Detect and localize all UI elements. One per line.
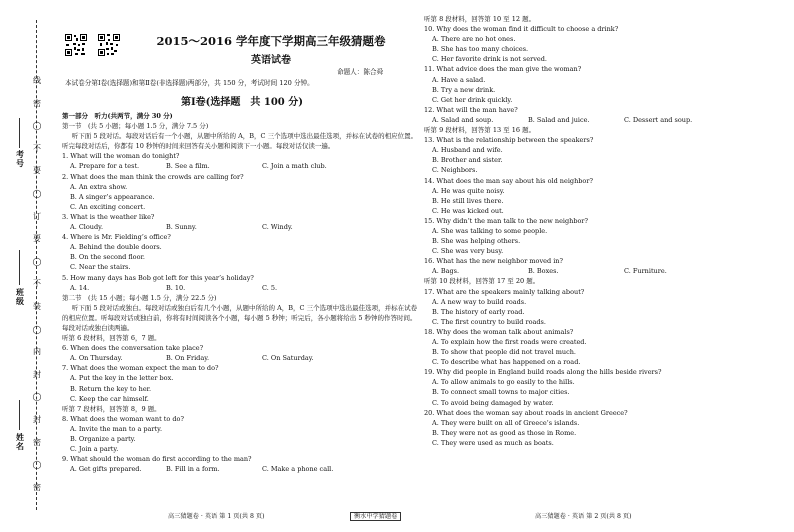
binding-char: 密: [33, 98, 41, 108]
footer-page-left: 高三猜题卷 · 英语 第 1 页(共 8 页): [168, 513, 265, 520]
answer-option: B. Boxes.: [528, 267, 559, 276]
part-title: 第Ⅰ卷(选择题 共 100 分): [181, 97, 303, 108]
answer-option: B. Fill in a form.: [166, 465, 220, 474]
answer-option: B. A singer’s appearance.: [70, 192, 155, 201]
binding-char: 不: [33, 279, 41, 289]
answer-option: C. Join a math club.: [262, 162, 327, 171]
binding-char: 密: [33, 482, 41, 492]
answer-option: B. Sunny.: [166, 223, 197, 232]
question-line: 5. How many days has Bob got left for this year’s holiday?: [62, 273, 254, 282]
instructions-paragraph: 听下面 5 段对话或独白。每段对话或独白后有几个小题，从题中所给的 A，B，C 三个选项中选出最佳选项，并标在试卷的相应位置。听每段对话或独白前，你将有时间阅读各个小题，每小题 5 秒钟；听完后，各小题将给出 5 秒钟的作答时间。每段对话或独白读两遍。: [62, 303, 418, 332]
binding-char: 封: [33, 369, 41, 379]
answer-option: B. To connect small towns to major cities.: [432, 388, 570, 397]
binding-char: 内: [33, 347, 41, 357]
footer-center-label: 衡水中学猜题卷: [350, 512, 401, 521]
exam-author: 命题人：陈合舜: [337, 68, 384, 76]
field-line: [19, 250, 20, 285]
exam-intro: 本试卷分第Ⅰ卷(选择题)和第Ⅱ卷(非选择题)两部分，共 150 分，考试时间 120 分钟。: [65, 79, 314, 87]
binding-margin-text: [30, 76, 44, 505]
answer-option: C. The first country to build roads.: [432, 317, 546, 326]
binding-circle-icon: ◯: [32, 324, 42, 334]
answer-option: B. She has too many choices.: [432, 45, 529, 54]
question-line: 听第 6 段材料，回答第 6，7 题。: [62, 334, 161, 343]
answer-option: A. Bags.: [432, 267, 460, 276]
answer-option: A. 14.: [70, 283, 90, 292]
answer-option: A. Behind the double doors.: [70, 243, 162, 252]
question-line: 16. What has the new neighbor moved in?: [424, 257, 563, 266]
binding-char: 要: [33, 166, 41, 176]
answer-option: C. To avoid being damaged by water.: [432, 398, 554, 407]
answer-option: C. Make a phone call.: [262, 465, 334, 474]
answer-option: C. 5.: [262, 283, 278, 292]
answer-option: B. Salad and juice.: [528, 115, 590, 124]
answer-option: C. Keep the car himself.: [70, 394, 149, 403]
binding-circle-icon: ◯: [32, 188, 42, 198]
option-row: [62, 222, 420, 232]
answer-option: B. See a film.: [166, 162, 210, 171]
field-line: [19, 400, 20, 430]
option-row: [62, 464, 420, 474]
answer-option: B. Organize a party.: [70, 435, 136, 443]
answer-option: A. Husband and wife.: [432, 146, 503, 155]
answer-option: C. Neighbors.: [432, 166, 478, 175]
answer-option: A. He was quite noisy.: [432, 186, 505, 195]
binding-char: 订: [33, 211, 41, 221]
question-line: 第一节 (共 5 小题；每小题 1.5 分，满分 7.5 分): [62, 122, 209, 131]
answer-option: C. Join a party.: [70, 445, 119, 454]
binding-char: 装: [33, 301, 41, 311]
left-column: [62, 111, 420, 474]
question-line: 听第 9 段材料，回答第 13 至 16 题。: [424, 126, 536, 135]
binding-circle-icon: ◯: [32, 121, 42, 131]
exam-subject: 英语试卷: [251, 55, 291, 66]
question-line: 9. What should the woman do first according to the man?: [62, 455, 252, 464]
binding-char: 封: [33, 414, 41, 424]
answer-option: A. To explain how the first roads were created.: [432, 338, 587, 346]
answer-option: C. Her favorite drink is not served.: [432, 55, 547, 64]
answer-option: B. They were not as good as those in Rome.: [432, 428, 577, 437]
answer-option: B. Brother and sister.: [432, 156, 503, 165]
answer-option: A. There are no hot ones.: [432, 35, 516, 44]
answer-option: A. Get gifts prepared.: [70, 465, 142, 474]
answer-option: A. To allow animals to go easily to the hills.: [432, 378, 575, 387]
field-line: [19, 118, 20, 148]
answer-option: C. He was kicked out.: [432, 206, 504, 215]
right-column: [424, 14, 786, 448]
answer-option: A. They were built on all of Greece’s islands.: [432, 418, 580, 427]
answer-option: C. To describe what has happened on a road.: [432, 358, 581, 367]
question-line: 13. What is the relationship between the speakers?: [424, 136, 594, 145]
answer-option: B. The history of early road.: [432, 307, 525, 316]
answer-option: A. Have a salad.: [432, 75, 486, 84]
option-row: [62, 161, 420, 171]
footer-page-right: 高三猜题卷 · 英语 第 2 页(共 8 页): [535, 513, 632, 520]
instructions-paragraph: 听下面 5 段对话。每段对话后有一个小题，从题中所给的 A，B，C 三个选项中选出最佳选项，并标在试卷的相应位置。听完每段对话后，你都有 10 秒钟的时间来回答有关小题和阅读下一小题。每段对话仅读一遍。: [62, 132, 418, 151]
question-line: 8. What does the woman want to do?: [62, 414, 184, 423]
answer-option: C. Near the stairs.: [70, 263, 131, 272]
question-line: 4. Where is Mr. Fielding’s office?: [62, 233, 171, 242]
field-label-name: 姓名: [16, 432, 24, 451]
answer-option: A. Put the key in the letter box.: [70, 374, 174, 383]
question-line: 3. What is the weather like?: [62, 212, 155, 221]
answer-option: C. They were used as much as boats.: [432, 438, 554, 447]
question-line: 19. Why did people in England build roads along the hills beside rivers?: [424, 368, 662, 377]
binding-circle-icon: ◯: [32, 460, 42, 470]
answer-option: C. Get her drink quickly.: [432, 95, 513, 104]
answer-option: A. On Thursday.: [70, 354, 123, 363]
question-line: 听第 8 段材料，回答第 10 至 12 题。: [424, 15, 536, 23]
answer-option: B. 10.: [166, 283, 186, 292]
binding-char: 密: [33, 437, 41, 447]
answer-option: A. She was talking to some people.: [432, 226, 548, 235]
question-line: 听第 10 段材料，回答第 17 至 20 题。: [424, 277, 540, 286]
question-line: 听第 7 段材料，回答第 8，9 题。: [62, 404, 161, 413]
binding-circle-icon: ◯: [32, 392, 42, 402]
question-line: 20. What does the woman say about roads in ancient Greece?: [424, 408, 628, 417]
question-line: 2. What does the man think the crowds are calling for?: [62, 172, 244, 181]
question-line: 第二节 (共 15 小题；每小题 1.5 分，满分 22.5 分): [62, 293, 217, 302]
question-line: 10. Why does the woman find it difficult to choose a drink?: [424, 25, 619, 34]
question-line: 11. What advice does the man give the woman?: [424, 65, 582, 74]
answer-option: C. On Saturday.: [262, 354, 314, 363]
answer-option: A. A new way to build roads.: [432, 297, 527, 306]
answer-option: A. Prepare for a test.: [70, 162, 140, 171]
field-label-exam-number: 考号: [16, 149, 24, 168]
binding-char: 不: [33, 143, 41, 153]
question-line: 17. What are the speakers mainly talking about?: [424, 287, 585, 296]
field-label-class: 班级: [16, 287, 24, 306]
answer-option: B. To show that people did not travel much.: [432, 348, 576, 357]
answer-option: C. An exciting concert.: [70, 202, 146, 211]
answer-option: A. An extra show.: [70, 182, 128, 191]
answer-option: B. He still lives there.: [432, 196, 504, 205]
answer-option: B. On Friday.: [166, 354, 210, 363]
question-line: 18. Why does the woman talk about animals?: [424, 327, 574, 336]
answer-option: B. Return the key to her.: [70, 384, 152, 393]
answer-option: A. Invite the man to a party.: [70, 424, 163, 433]
answer-option: A. Cloudy.: [70, 223, 104, 232]
binding-char: 线: [33, 76, 41, 85]
answer-option: B. She was helping others.: [432, 237, 521, 246]
question-line: 14. What does the man say about his old neighbor?: [424, 176, 593, 185]
question-line: 12. What will the man have?: [424, 105, 518, 114]
answer-option: C. Windy.: [262, 223, 293, 232]
footer-center: [350, 511, 401, 520]
answer-option: B. Try a new drink.: [432, 85, 496, 94]
answer-option: C. Dessert and soup.: [624, 115, 693, 124]
question-line: 1. What will the woman do tonight?: [62, 152, 180, 161]
qr-code-icon: [64, 33, 88, 57]
answer-option: B. On the second floor.: [70, 253, 145, 262]
qr-code-icon: [97, 33, 121, 57]
question-line: 7. What does the woman expect the man to do?: [62, 364, 219, 373]
exam-title: 2015～2016 学年度下学期高三年级猜题卷: [156, 34, 386, 48]
answer-option: A. Salad and soup.: [432, 115, 494, 124]
option-row: [62, 353, 420, 363]
binding-char: 要: [33, 234, 41, 244]
answer-option: C. She was very busy.: [432, 247, 504, 256]
option-row: [62, 283, 420, 293]
binding-circle-icon: ◯: [32, 256, 42, 266]
option-row: [424, 266, 786, 276]
question-line: 6. When does the conversation take place?: [62, 344, 204, 353]
question-line: 第一部分 听力(共两节，满分 30 分): [62, 112, 173, 120]
answer-option: C. Furniture.: [624, 267, 667, 276]
question-line: 15. Why didn’t the man talk to the new neighbor?: [424, 216, 589, 225]
option-row: [424, 115, 786, 125]
